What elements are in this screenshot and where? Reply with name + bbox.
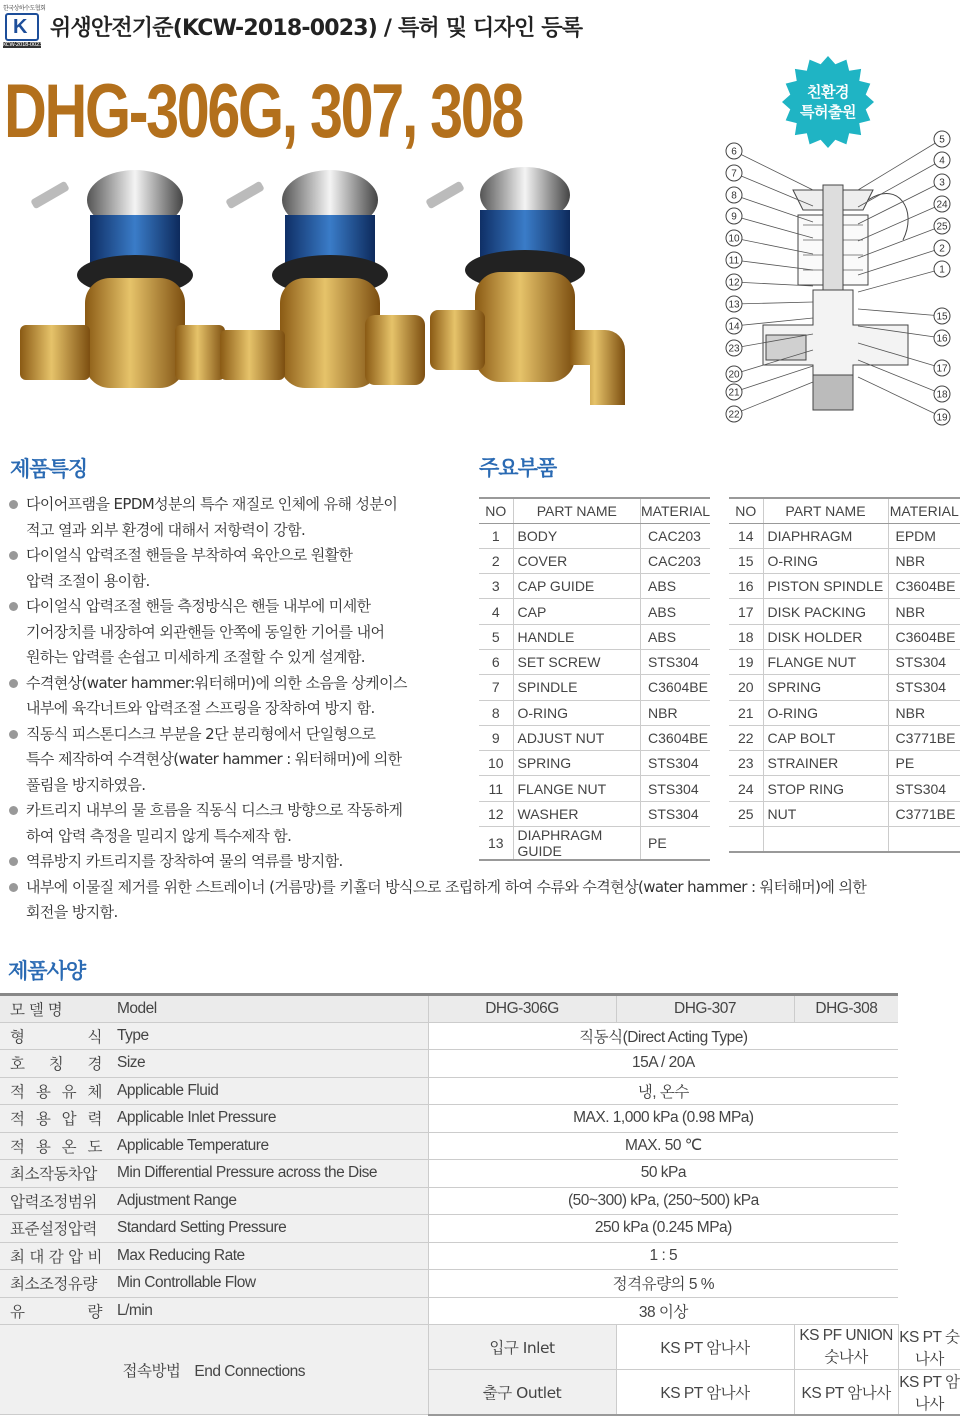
feature-item: 다이얼식 압력조절 핸들 측정방식은 핸들 내부에 미세한 기어장치를 내장하여 외관핸들 안쪽에 동일한 기어를 내어 원하는 압력를 손쉽고 미세하게 조절할 수 있게 설계함. xyxy=(8,594,458,671)
spec-model-307: DHG-307 xyxy=(616,995,794,1023)
kc-mark: K xyxy=(13,16,28,38)
part-name: O-RING xyxy=(763,700,888,725)
col-part-name: PART NAME xyxy=(513,498,641,523)
part-name: FLANGE NUT xyxy=(763,649,888,674)
spec-value: 15A / 20A xyxy=(428,1050,898,1078)
part-row xyxy=(479,599,710,624)
part-material: CAC203 xyxy=(641,548,710,573)
part-row xyxy=(729,649,960,674)
kc-top-text: 한국상하수도협회 xyxy=(3,5,46,12)
spec-row xyxy=(0,1242,960,1270)
part-row xyxy=(729,624,960,649)
callout-label: 5 xyxy=(939,134,945,146)
spec-value: MAX. 50 ℃ xyxy=(428,1132,898,1160)
part-name: O-RING xyxy=(513,700,641,725)
spec-value: 38 이상 xyxy=(428,1297,898,1325)
spec-key-ko: 적 용 유 체 xyxy=(0,1077,105,1105)
part-row xyxy=(729,776,960,801)
spec-title: 제품사양 xyxy=(8,959,86,983)
connection-inlet-value: KS PT 숫나사 xyxy=(898,1325,960,1370)
part-material: NBR xyxy=(641,700,710,725)
spec-key-ko: 표준설정압력 xyxy=(0,1215,105,1243)
features-title: 제품특징 xyxy=(10,457,88,481)
spec-key-ko: 최 대 감 압 비 xyxy=(0,1242,105,1270)
col-material: MATERIAL xyxy=(641,498,710,523)
spec-key-en: L/min xyxy=(105,1297,428,1325)
part-row xyxy=(729,548,960,573)
badge-line-2: 특허출원 xyxy=(800,103,856,121)
part-row xyxy=(729,675,960,700)
part-row xyxy=(729,827,960,852)
callout-label: 17 xyxy=(936,363,948,375)
spec-key-en: Type xyxy=(105,1022,428,1050)
part-material: EPDM xyxy=(888,523,960,548)
part-row xyxy=(729,751,960,776)
part-no: 24 xyxy=(729,776,763,801)
part-no: 3 xyxy=(479,574,513,599)
part-no: 15 xyxy=(729,548,763,573)
spec-key-en: Applicable Temperature xyxy=(105,1132,428,1160)
part-no: 23 xyxy=(729,751,763,776)
part-material: NBR xyxy=(888,700,960,725)
spec-value: 냉, 온수 xyxy=(428,1077,898,1105)
part-row xyxy=(729,523,960,548)
callout-leader xyxy=(858,139,942,190)
callout-label: 11 xyxy=(728,255,740,267)
spec-value: 1 : 5 xyxy=(428,1242,898,1270)
callout-label: 12 xyxy=(728,277,740,289)
callout-label: 21 xyxy=(728,387,740,399)
connection-outlet-value: KS PT 암나사 xyxy=(794,1369,898,1415)
part-row xyxy=(479,801,710,826)
part-no: 4 xyxy=(479,599,513,624)
parts-title: 주요부품 xyxy=(479,456,557,480)
callout-label: 10 xyxy=(728,233,740,245)
callout-label: 19 xyxy=(936,412,948,424)
part-name: CAP BOLT xyxy=(763,725,888,750)
part-material: C3604BE xyxy=(641,675,710,700)
callout-leader xyxy=(858,160,942,207)
connection-inlet-value: KS PF UNION 숫나사 xyxy=(794,1325,898,1370)
callout-label: 9 xyxy=(731,211,737,223)
callout-leader xyxy=(858,309,942,316)
callout-label: 14 xyxy=(728,321,740,333)
spec-key-en: Model xyxy=(105,995,428,1023)
part-material: STS304 xyxy=(888,649,960,674)
callout-leader xyxy=(858,248,942,275)
part-name: BODY xyxy=(513,523,641,548)
part-name: DISK HOLDER xyxy=(763,624,888,649)
callout-label: 16 xyxy=(936,333,948,345)
part-name: DISK PACKING xyxy=(763,599,888,624)
spec-value: 정격유량의 5 % xyxy=(428,1270,898,1298)
part-material: ABS xyxy=(641,574,710,599)
part-row xyxy=(479,624,710,649)
callout-label: 18 xyxy=(936,389,948,401)
part-material: NBR xyxy=(888,599,960,624)
part-material: NBR xyxy=(888,548,960,573)
callout-leader xyxy=(734,151,813,190)
callout-label: 24 xyxy=(936,199,948,211)
spec-key-ko: 형 식 xyxy=(0,1022,105,1050)
callout-leader xyxy=(734,366,813,392)
part-material: STS304 xyxy=(888,675,960,700)
part-name: SPRING xyxy=(763,675,888,700)
callout-label: 3 xyxy=(939,177,945,189)
kc-mark-icon xyxy=(5,13,39,41)
part-no: 14 xyxy=(729,523,763,548)
spec-model-308: DHG-308 xyxy=(794,995,898,1023)
col-no: NO xyxy=(729,498,763,523)
spec-key-ko: 최소조정유량 xyxy=(0,1270,105,1298)
col-part-name: PART NAME xyxy=(763,498,888,523)
part-name: FLANGE NUT xyxy=(513,776,641,801)
part-row xyxy=(479,725,710,750)
connection-outlet-value: KS PT 암나사 xyxy=(616,1369,794,1415)
callout-label: 20 xyxy=(728,369,740,381)
feature-item: 직동식 피스톤디스크 부분을 2단 분리형에서 단일형으로 특수 제작하여 수격현상(water hammer : 워터해머)에 의한 풀림을 방지하였음. xyxy=(8,722,458,799)
part-name: DIAPHRAGM GUIDE xyxy=(513,827,641,861)
spec-key-ko: 최소작동차압 xyxy=(0,1160,105,1188)
part-name: STOP RING xyxy=(763,776,888,801)
part-no: 1 xyxy=(479,523,513,548)
callout-label: 23 xyxy=(728,343,740,355)
part-no: 19 xyxy=(729,649,763,674)
part-material xyxy=(888,827,960,852)
part-material: C3771BE xyxy=(888,801,960,826)
part-name: SPINDLE xyxy=(513,675,641,700)
part-no: 10 xyxy=(479,751,513,776)
callout-leader xyxy=(858,269,942,292)
cross-section-diagram xyxy=(718,130,960,430)
part-name xyxy=(763,827,888,852)
part-no: 2 xyxy=(479,548,513,573)
part-material: C3771BE xyxy=(888,725,960,750)
spec-key-en: Applicable Fluid xyxy=(105,1077,428,1105)
part-row xyxy=(729,599,960,624)
part-row xyxy=(479,675,710,700)
spec-key-ko: 압력조정범위 xyxy=(0,1187,105,1215)
part-no: 25 xyxy=(729,801,763,826)
parts-table-left xyxy=(479,497,710,861)
part-row xyxy=(729,574,960,599)
spec-row xyxy=(0,1105,960,1133)
part-no: 5 xyxy=(479,624,513,649)
kc-certification-logo xyxy=(3,3,46,49)
spec-key-en: Size xyxy=(105,1050,428,1078)
part-name: ADJUST NUT xyxy=(513,725,641,750)
callout-label: 1 xyxy=(939,264,945,276)
badge-line-1: 친환경 xyxy=(807,83,849,101)
callout-label: 8 xyxy=(731,190,737,202)
part-row xyxy=(479,548,710,573)
part-name: CAP GUIDE xyxy=(513,574,641,599)
spec-key-ko: 유 량 xyxy=(0,1297,105,1325)
part-no xyxy=(729,827,763,852)
part-material: ABS xyxy=(641,624,710,649)
model-title: DHG-306G, 307, 308 xyxy=(4,69,523,154)
spec-key-en: Standard Setting Pressure xyxy=(105,1215,428,1243)
spec-value: 50 kPa xyxy=(428,1160,898,1188)
product-image-dhg-306g xyxy=(15,160,230,420)
spec-key-ko: 모 델 명 xyxy=(0,995,105,1023)
spec-row xyxy=(0,1050,960,1078)
part-material: STS304 xyxy=(641,801,710,826)
spec-value: 직동식(Direct Acting Type) xyxy=(428,1022,898,1050)
spec-value: (50~300) kPa, (250~500) kPa xyxy=(428,1187,898,1215)
part-no: 16 xyxy=(729,574,763,599)
part-row xyxy=(479,700,710,725)
kc-code: KCW-2018-0023 xyxy=(3,42,43,48)
part-name: PISTON SPINDLE xyxy=(763,574,888,599)
part-row xyxy=(729,725,960,750)
part-name: NUT xyxy=(763,801,888,826)
part-name: SET SCREW xyxy=(513,649,641,674)
part-row xyxy=(479,523,710,548)
part-material: STS304 xyxy=(641,776,710,801)
connection-label: 접속방법 End Connections xyxy=(0,1325,428,1415)
spec-key-en: Min Differential Pressure across the Dise xyxy=(105,1160,428,1188)
feature-item: 카트리지 내부의 물 흐름을 직동식 디스크 방향으로 작동하게 하여 압력 측정을 밀리지 않게 특수제작 함. xyxy=(8,798,458,849)
spec-row xyxy=(0,1187,960,1215)
callout-leader xyxy=(734,302,813,304)
part-name: STRAINER xyxy=(763,751,888,776)
spec-value: MAX. 1,000 kPa (0.98 MPa) xyxy=(428,1105,898,1133)
part-material: STS304 xyxy=(888,776,960,801)
part-no: 13 xyxy=(479,827,513,861)
spec-model-306g: DHG-306G xyxy=(428,995,616,1023)
part-name: HANDLE xyxy=(513,624,641,649)
spec-row xyxy=(0,1077,960,1105)
certification-line: 위생안전기준(KCW-2018-0023) / 특허 및 디자인 등록 xyxy=(50,16,583,41)
product-image-dhg-308 xyxy=(425,160,640,420)
part-no: 6 xyxy=(479,649,513,674)
spec-key-ko: 적 용 온 도 xyxy=(0,1132,105,1160)
callout-leader xyxy=(858,204,942,241)
connection-outlet-value: KS PT 암나사 xyxy=(898,1369,960,1415)
spec-row xyxy=(0,1297,960,1325)
spec-key-en: Adjustment Range xyxy=(105,1187,428,1215)
part-name: SPRING xyxy=(513,751,641,776)
callout-leader xyxy=(734,382,813,414)
feature-item: 다이어프램을 EPDM성분의 특수 재질로 인체에 유해 성분이 적고 열과 외부 환경에 대해서 저항력이 강함. xyxy=(8,492,458,543)
part-row xyxy=(729,700,960,725)
part-no: 11 xyxy=(479,776,513,801)
part-no: 9 xyxy=(479,725,513,750)
spec-row xyxy=(0,1215,960,1243)
part-no: 22 xyxy=(729,725,763,750)
feature-item: 수격현상(water hammer:워터해머)에 의한 소음을 상케이스 내부에 육각너트와 압력조절 스프링을 장착하여 방지 함. xyxy=(8,671,458,722)
callout-label: 2 xyxy=(939,243,945,255)
part-name: CAP xyxy=(513,599,641,624)
connection-inlet-value: KS PT 암나사 xyxy=(616,1325,794,1370)
callout-label: 7 xyxy=(731,168,737,180)
part-material: PE xyxy=(888,751,960,776)
part-no: 8 xyxy=(479,700,513,725)
spec-table xyxy=(0,993,960,1416)
callout-label: 4 xyxy=(939,155,945,167)
part-name: WASHER xyxy=(513,801,641,826)
spec-key-ko: 적 용 압 력 xyxy=(0,1105,105,1133)
feature-item: 내부에 이물질 제거를 위한 스트레이너 (거름망)를 키홀더 방식으로 조립하게 하여 수류와 수격현상(water hammer : 워터해머)에 의한 회전을 방지함. xyxy=(8,875,948,926)
part-material: CAC203 xyxy=(641,523,710,548)
part-no: 12 xyxy=(479,801,513,826)
part-name: O-RING xyxy=(763,548,888,573)
part-material: PE xyxy=(641,827,710,861)
part-material: C3604BE xyxy=(641,725,710,750)
part-material: C3604BE xyxy=(888,574,960,599)
callout-label: 25 xyxy=(936,221,948,233)
spec-row xyxy=(0,1160,960,1188)
callout-label: 13 xyxy=(728,299,740,311)
spec-key-en: Max Reducing Rate xyxy=(105,1242,428,1270)
spec-key-en: Applicable Inlet Pressure xyxy=(105,1105,428,1133)
part-no: 17 xyxy=(729,599,763,624)
spec-row-inlet xyxy=(0,1325,960,1370)
spec-key-en: Min Controllable Flow xyxy=(105,1270,428,1298)
product-image-dhg-307 xyxy=(220,160,435,420)
part-material: STS304 xyxy=(641,649,710,674)
part-no: 21 xyxy=(729,700,763,725)
feature-item: 역류방지 카트리지를 장착하여 물의 역류를 방지함. xyxy=(8,849,948,875)
spec-row xyxy=(0,1022,960,1050)
spec-value: 250 kPa (0.245 MPa) xyxy=(428,1215,898,1243)
spec-key-ko: 호 칭 경 xyxy=(0,1050,105,1078)
callout-leader xyxy=(858,226,942,258)
part-name: COVER xyxy=(513,548,641,573)
spec-row xyxy=(0,1132,960,1160)
callout-label: 22 xyxy=(728,409,740,421)
part-row xyxy=(479,751,710,776)
part-no: 7 xyxy=(479,675,513,700)
part-row xyxy=(479,649,710,674)
spec-row-model xyxy=(0,995,960,1023)
feature-item: 다이얼식 압력조절 핸들을 부착하여 육안으로 원활한 압력 조절이 용이함. xyxy=(8,543,458,594)
callout-leader xyxy=(858,377,942,417)
callout-leader xyxy=(858,182,942,224)
part-material: ABS xyxy=(641,599,710,624)
part-name: DIAPHRAGM xyxy=(763,523,888,548)
col-material: MATERIAL xyxy=(888,498,960,523)
connection-inlet-label: 입구 Inlet xyxy=(428,1325,616,1370)
spec-row xyxy=(0,1270,960,1298)
parts-table-right xyxy=(729,497,960,853)
callout-label: 15 xyxy=(936,311,948,323)
connection-outlet-label: 출구 Outlet xyxy=(428,1369,616,1415)
part-material: STS304 xyxy=(641,751,710,776)
col-no: NO xyxy=(479,498,513,523)
part-row xyxy=(479,827,710,861)
part-row xyxy=(729,801,960,826)
part-no: 20 xyxy=(729,675,763,700)
callout-label: 6 xyxy=(731,146,737,158)
part-material: C3604BE xyxy=(888,624,960,649)
part-row xyxy=(479,574,710,599)
part-row xyxy=(479,776,710,801)
part-no: 18 xyxy=(729,624,763,649)
